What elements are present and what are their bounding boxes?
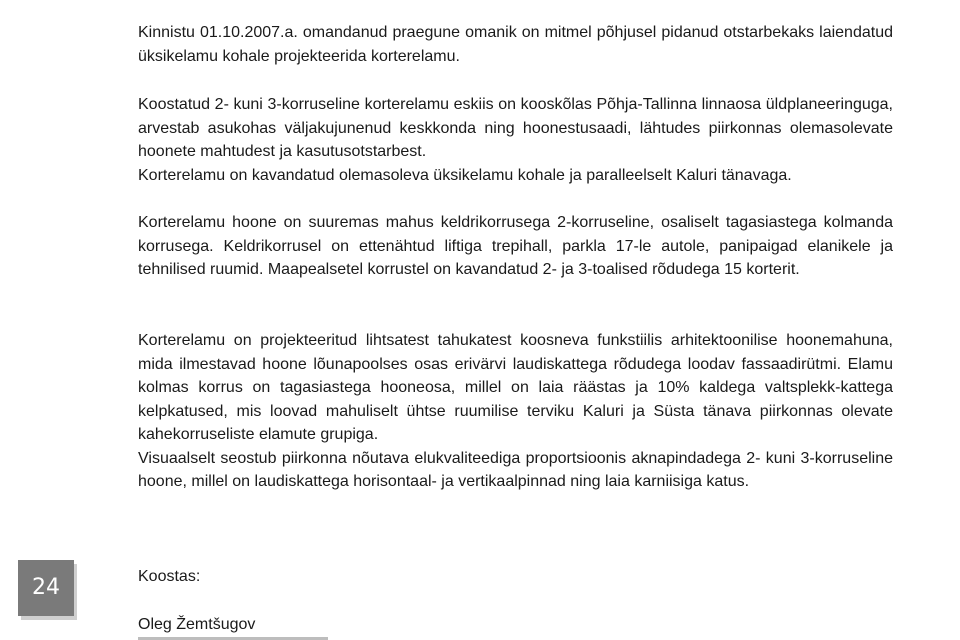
author-name-text: Oleg Žemtšugov [138,616,256,633]
paragraph-text: Korterelamu on kavandatud olemasoleva üksikelamu kohale ja paralleelselt Kaluri tänavaga. [138,166,792,184]
paragraph-text: Visuaalselt seostub piirkonna nõutava elukvaliteediga proportsioonis aknapindadega 2- kuni 3-korruseline hoone, millel on laudiskattega horisontaal- ja vertikaalpinnad ning laia karniisiga katus. [138,449,893,490]
compiled-by-text: Koostas: [138,568,201,585]
paragraph-ownership [138,21,893,68]
paragraph-text: Korterelamu on projekteeritud lihtsatest tahukatest koosneva funkstiilis arhitektoonilise hoonemahuna, mida ilmestavad hoone lõunapoolses osas erivärvi laudiskattega rõdudega loodav fassaadirütmi. Elamu kolmas korrus on tagasiastega hooneosa, millel on laia räästas ja 10% kaldega valtsplekk-kattega kelpkatused, mis loovad mahuliselt ühtse ruumilise terviku Kaluri ja Süsta tänava piirkonnas olevate kahekorruseliste elamute grupiga. [138,332,893,443]
paragraph-building-volume [138,211,893,282]
paragraph-sketch-description [138,93,893,187]
compiled-by-label [138,565,893,589]
paragraph-architecture [138,329,893,494]
page-number-badge[interactable]: 24 [18,560,74,616]
paragraph-text: Kinnistu 01.10.2007.a. omandanud praegune omanik on mitmel põhjusel pidanud otstarbekaks laiendatud üksikelamu kohale projekteerida korterelamu. [138,24,893,65]
paragraph-text: Korterelamu hoone on suuremas mahus keldrikorrusega 2-korruseline, osaliselt tagasiastega kolmanda korrusega. Keldrikorrusel on ettenähtud liftiga trepihall, parkla 17-le autole, panipaigad elanikele ja tehnilised ruumid. Maapealsetel korrustel on kavandatud 2- ja 3-toalised rõdudega 15 korterit. [138,214,893,278]
paragraph-text: Koostatud 2- kuni 3-korruseline korterelamu eskiis on kooskõlas Põhja-Tallinna linnaosa üldplaneeringuga, arvestab asukohas väljakujunenud keskkonda ning hoonestusaadi, lähtudes piirkonnas olemasolevate hoonete mahtudest ja kasutusotstarbest. [138,96,893,160]
author-name [138,613,893,637]
